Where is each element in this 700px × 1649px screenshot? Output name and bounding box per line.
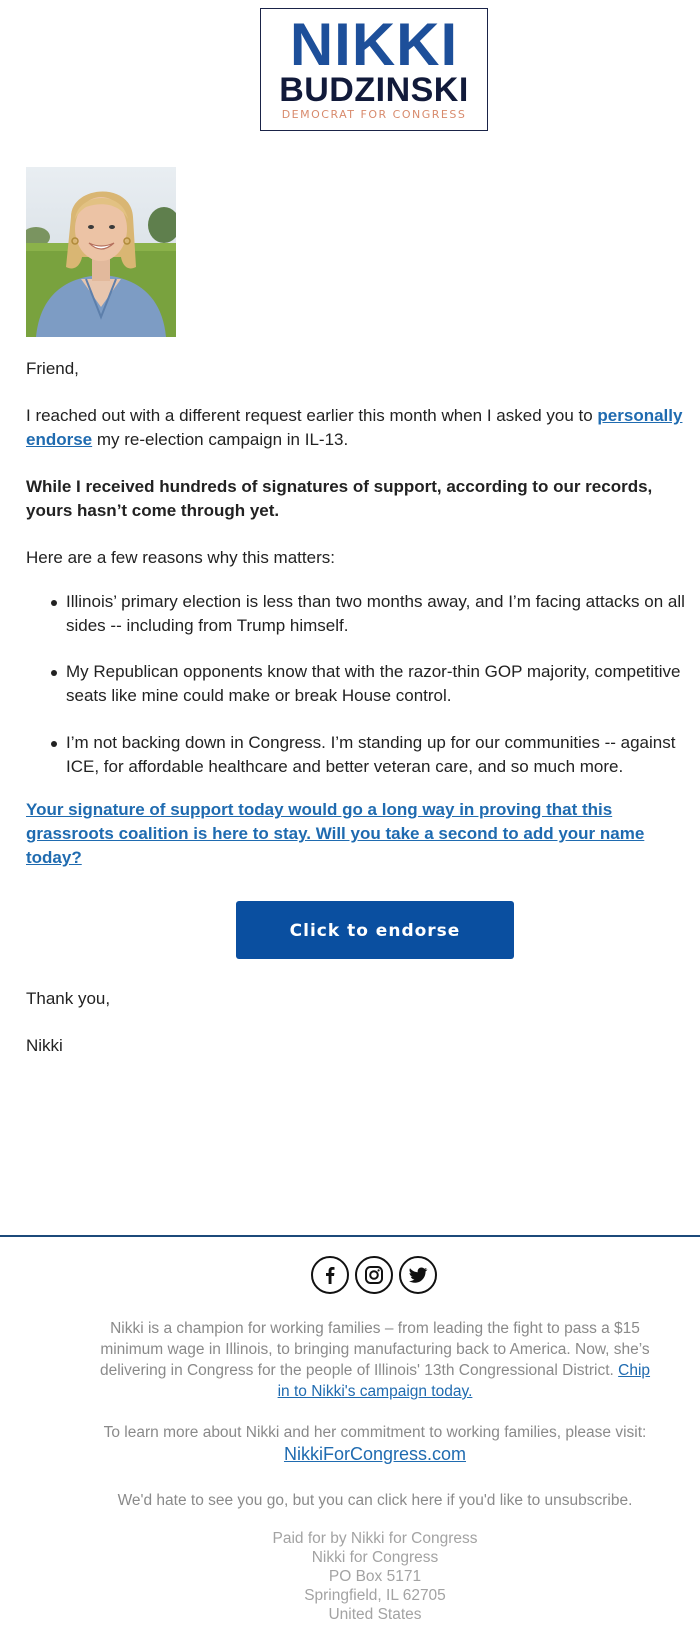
paid-for-by: Paid for by Nikki for Congress: [272, 1530, 478, 1547]
footer-about-text: delivering in Congress for the people of Illinois' 13th Congressional District.: [99, 1362, 619, 1379]
facebook-icon[interactable]: [311, 1256, 349, 1294]
paragraph-request: [26, 404, 682, 428]
footer-learn-more: To learn more about Nikki and her commitment to working families, please visit:: [103, 1424, 647, 1441]
list-item-line: sides -- including from Trump himself.: [66, 616, 349, 635]
unsubscribe-link[interactable]: We'd hate to see you go, but you can click here if you'd like to unsubscribe.: [117, 1492, 633, 1509]
chip-in-link-continued[interactable]: in to Nikki's campaign today.: [277, 1383, 473, 1400]
paragraph-request-text: I reached out with a different request earlier this month when I asked you to: [26, 406, 598, 425]
list-item: [66, 731, 675, 779]
cta-line: Your signature of support today would go a long way in proving that this: [26, 800, 613, 819]
footer-site-row: [80, 1444, 670, 1466]
facebook-icon-glyph: [320, 1265, 340, 1285]
twitter-icon[interactable]: [399, 1256, 437, 1294]
instagram-icon[interactable]: [355, 1256, 393, 1294]
footer-about-line: Nikki is a champion for working families – from leading the fight to pass a $15: [110, 1320, 640, 1337]
chip-in-link[interactable]: Chip: [618, 1362, 651, 1379]
bold-statement-line1: While I received hundreds of signatures of support, according to our records,: [26, 477, 653, 496]
portrait-photo: [26, 167, 176, 337]
list-item-line: ICE, for affordable healthcare and better veteran care, and so much more.: [66, 757, 624, 776]
logo-last-name: BUDZINSKI: [279, 71, 469, 109]
signature: Nikki: [26, 1036, 63, 1055]
campaign-logo: [260, 8, 488, 131]
footer-divider: [0, 1235, 700, 1237]
footer-about-line: [80, 1381, 670, 1402]
reasons-intro: Here are a few reasons why this matters:: [26, 548, 335, 567]
list-item: [66, 590, 685, 638]
org-name: Nikki for Congress: [311, 1549, 439, 1566]
signature-cta-link[interactable]: [26, 798, 686, 870]
list-item-line: Illinois’ primary election is less than two months away, and I’m facing attacks on all: [66, 592, 685, 611]
list-item-line: seats like mine could make or break House control.: [66, 686, 452, 705]
click-to-endorse-button[interactable]: Click to endorse: [236, 901, 514, 959]
bold-statement-line2: yours hasn’t come through yet.: [26, 501, 280, 520]
instagram-icon-glyph: [363, 1264, 385, 1286]
logo-first-name: NIKKI: [289, 11, 459, 78]
list-item: [66, 660, 681, 708]
nikki-for-congress-link[interactable]: NikkiForCongress.com: [283, 1444, 467, 1464]
signoff: Thank you,: [26, 989, 111, 1008]
cta-line: today?: [26, 848, 82, 867]
personally-endorse-link[interactable]: personally: [597, 406, 683, 425]
twitter-icon-glyph: [407, 1264, 429, 1286]
po-box: PO Box 5171: [328, 1568, 422, 1585]
cta-line: grassroots coalition is here to stay. Will you take a second to add your name: [26, 824, 645, 843]
list-item-line: My Republican opponents know that with the razor-thin GOP majority, competitive: [66, 662, 681, 681]
city-state-zip: Springfield, IL 62705: [304, 1587, 446, 1604]
greeting: Friend,: [26, 359, 79, 378]
country: United States: [328, 1606, 422, 1623]
logo-tagline: DEMOCRAT FOR CONGRESS: [281, 108, 467, 121]
footer-about-line: minimum wage in Illinois, to bringing manufacturing back to America. Now, she’s: [100, 1341, 650, 1358]
footer-about: [80, 1318, 670, 1402]
list-item-line: I’m not backing down in Congress. I’m standing up for our communities -- against: [66, 733, 676, 752]
paragraph-request-text-end: my re-election campaign in IL-13.: [92, 430, 349, 449]
portrait-photo-illustration: [26, 167, 176, 337]
footer-about-line: [80, 1360, 670, 1381]
paragraph-request-line2: [26, 428, 348, 452]
endorse-link[interactable]: endorse: [26, 430, 93, 449]
